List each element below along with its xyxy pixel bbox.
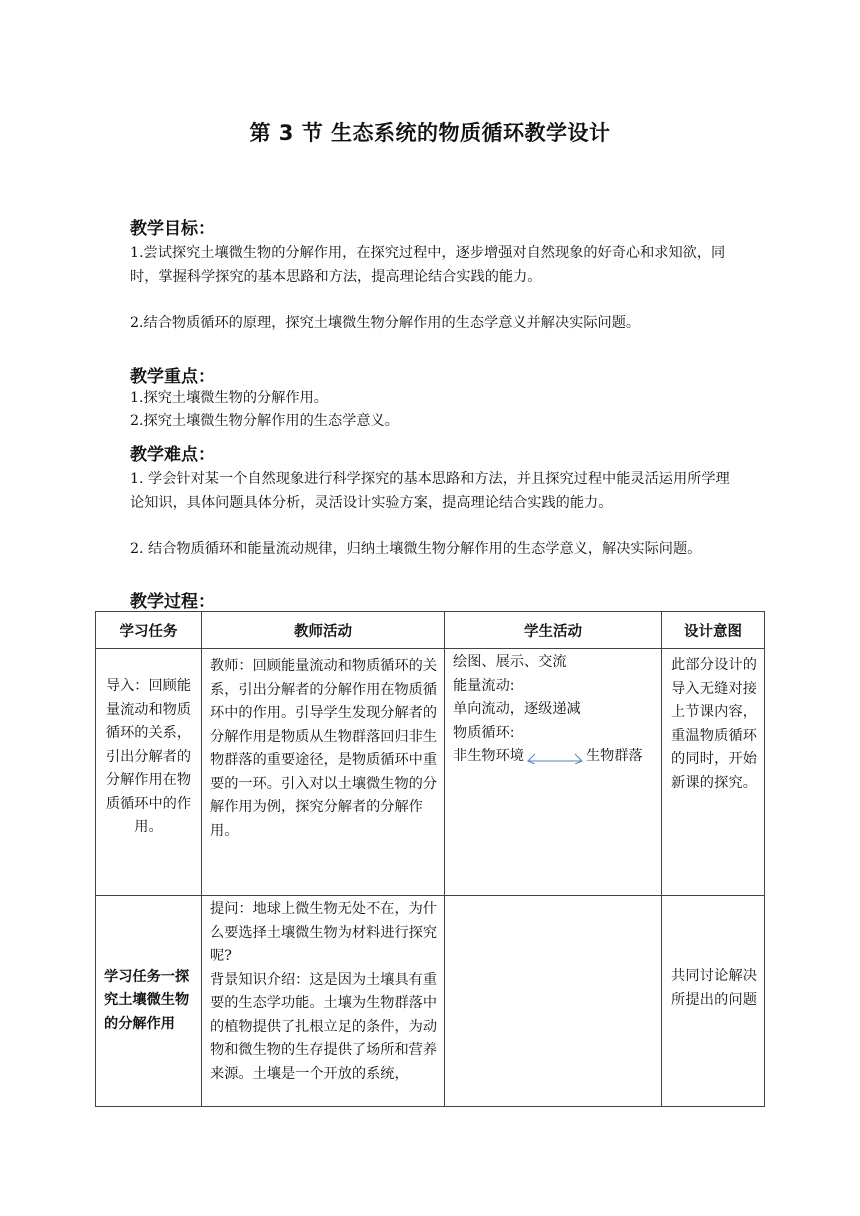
goal-item-2: 2.结合物质循环的原理，探究土壤微生物分解作用的生态学意义并解决实际问题。	[130, 315, 641, 331]
difficulty-item-1: 1. 学会针对某一个自然现象进行科学探究的基本思路和方法，并且探究过程中能灵活运用所学理论知识，具体问题具体分析，灵活设计实验方案，提高理论结合实践的能力。	[130, 471, 730, 511]
column-header-teacher: 教师活动	[202, 612, 445, 649]
teacher-text: 教师：回顾能量流动和物质循环的关系，引出分解者的分解作用在物质循环中的作用。引导学生发现分解者的分解作用是物质从生物群落回归非生物群落的重要途径，是物质循环中重要的一环。引入对以土壤微生物的分解作用为例，探究分解者的分解作用。	[210, 658, 438, 839]
key-point-item-2: 2.探究土壤微生物分解作用的生态学意义。	[130, 413, 399, 429]
table-row	[96, 649, 765, 896]
student-activity	[445, 896, 661, 902]
difficulty-item-2: 2. 结合物质循环和能量流动规律，归纳土壤微生物分解作用的生态学意义，解决实际问题。	[130, 541, 702, 557]
key-points-heading: 教学重点：	[130, 367, 215, 387]
matter-cycle-diagram	[453, 745, 655, 769]
task-cell	[96, 649, 202, 896]
teacher-text: 提问：地球上微生物无处不在，为什么要选择土壤微生物为材料进行探究呢? 背景知识介绍：这是因为土壤具有重要的生态学功能。土壤为生物群落中的植物提供了扎根立足的条件，为动物和微生物的生存提供了场所和营养来源。土壤是一个开放的系统，	[210, 901, 438, 1082]
column-header-student: 学生活动	[445, 612, 662, 649]
student-activity-intro: 绘图、展示、交流	[453, 654, 567, 670]
design-text: 共同讨论解决所提出的问题	[671, 968, 757, 1008]
student-cell	[445, 649, 662, 896]
document-title: 第 3 节 生态系统的物质循环教学设计	[249, 121, 611, 145]
task-text: 导入：回顾能量流动和物质循环的关系，引出分解者的分解作用在物质循环中的作用。	[105, 678, 192, 835]
biotic-community-label: 生物群落	[585, 748, 643, 764]
student-activity	[445, 649, 661, 769]
goal-item-1: 1.尝试探究土壤微生物的分解作用，在探究过程中，逐步增强对自然现象的好奇心和求知欲，同时，掌握科学探究的基本思路和方法，提高理论结合实践的能力。	[130, 245, 726, 285]
process-table	[95, 611, 765, 1107]
teacher-cell	[202, 896, 445, 1107]
abiotic-environment-label: 非生物环境	[453, 748, 524, 764]
student-cell	[445, 896, 662, 1107]
double-arrow-icon	[526, 748, 584, 764]
energy-flow-label: 能量流动:	[453, 677, 515, 694]
table-row	[96, 896, 765, 1107]
column-header-design: 设计意图	[662, 612, 765, 649]
key-point-item-1: 1.探究土壤微生物的分解作用。	[130, 390, 328, 406]
goals-heading: 教学目标：	[130, 219, 215, 239]
energy-flow-value: 单向流动，逐级递减	[453, 701, 581, 717]
task-cell	[96, 896, 202, 1107]
column-header-task: 学习任务	[96, 612, 202, 649]
matter-cycle-label: 物质循环:	[453, 724, 515, 741]
task-text: 学习任务一探究土壤微生物的分解作用	[104, 968, 190, 1032]
teacher-cell	[202, 649, 445, 896]
table-header-row	[96, 612, 765, 649]
difficulties-heading: 教学难点：	[130, 445, 215, 465]
design-text: 此部分设计的导入无缝对接上节课内容，重温物质循环的同时，开始新课的探究。	[671, 657, 757, 791]
design-cell	[662, 649, 765, 896]
process-heading: 教学过程：	[130, 592, 215, 612]
design-cell	[662, 896, 765, 1107]
